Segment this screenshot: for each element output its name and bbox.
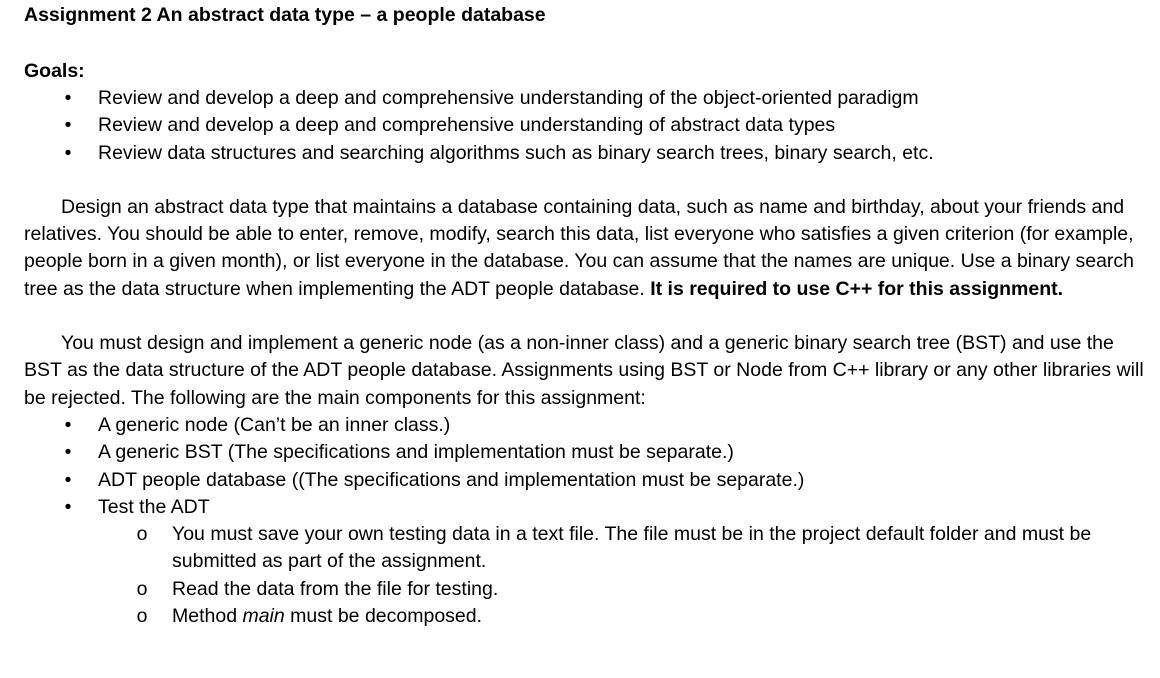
goals-list — [24, 85, 1150, 167]
bullet-icon: • — [64, 441, 72, 464]
test-subitem — [24, 603, 1150, 630]
bullet-icon: • — [64, 468, 72, 491]
description-text: Design an abstract data type that maintains a database containing data, such as name and birthday, about your friends and relatives. You should be able to enter, remove, modify, search this data, list everyone who satisfies a given criterion (for example, people born in a given month), or list everyone in the database. You can assume that the names are unique. Use a binary search tree as the data structure when implementing the ADT people database. — [24, 195, 1135, 300]
component-item-text: ADT people database ((The specifications and implementation must be separate.) — [98, 468, 805, 491]
component-item — [24, 494, 1150, 630]
bullet-icon: • — [64, 141, 72, 164]
goal-item — [24, 140, 1150, 167]
goal-item — [24, 85, 1150, 112]
requirement-bold-text: It is required to use C++ for this assignment. — [650, 277, 1064, 300]
test-subitem — [24, 576, 1150, 603]
test-subitem-text: Read the data from the file for testing. — [172, 577, 499, 600]
test-subitem — [24, 521, 1150, 576]
bullet-icon: • — [64, 495, 72, 518]
main-method-italic: main — [242, 605, 285, 628]
test-subitem-text-after: must be decomposed. — [284, 605, 483, 628]
bullet-icon: • — [64, 114, 72, 137]
component-item — [24, 467, 1150, 494]
goal-item-text: Review and develop a deep and comprehensive understanding of abstract data types — [98, 114, 836, 137]
components-list — [24, 412, 1150, 630]
goal-item-text: Review and develop a deep and comprehensive understanding of the object-oriented paradigm — [98, 87, 919, 109]
assignment-title: Assignment 2 An abstract data type – a people database — [24, 4, 546, 26]
components-intro-text: You must design and implement a generic node (as a non-inner class) and a generic binary search tree (BST) and use the BST as the data structure of the ADT people database. Assignments using BST or Node from C++ library or any other libraries will be rejected. The following are the main components for this assignment: — [24, 332, 1144, 409]
component-item-text: A generic BST (The specifications and implementation must be separate.) — [98, 441, 734, 464]
component-item — [24, 412, 1150, 439]
circle-bullet-icon: o — [136, 523, 148, 546]
test-subitem-text: You must save your own testing data in a text file. The file must be in the project default folder and must be submitted as part of the assignment. — [172, 523, 1092, 573]
circle-bullet-icon: o — [136, 577, 148, 600]
component-item — [24, 439, 1150, 466]
goal-item-text: Review data structures and searching algorithms such as binary search trees, binary search, etc. — [98, 141, 934, 164]
test-subitem-text-before: Method — [172, 605, 243, 628]
component-item-text: A generic node (Can’t be an inner class.) — [98, 413, 451, 436]
component-item-text: Test the ADT — [98, 495, 210, 518]
test-sublist — [24, 521, 1150, 630]
circle-bullet-icon: o — [136, 605, 148, 628]
goal-item — [24, 112, 1150, 139]
goals-heading: Goals: — [24, 60, 85, 82]
components-paragraph — [24, 330, 1150, 412]
description-paragraph — [24, 194, 1150, 303]
bullet-icon: • — [64, 87, 72, 109]
bullet-icon: • — [64, 413, 72, 436]
